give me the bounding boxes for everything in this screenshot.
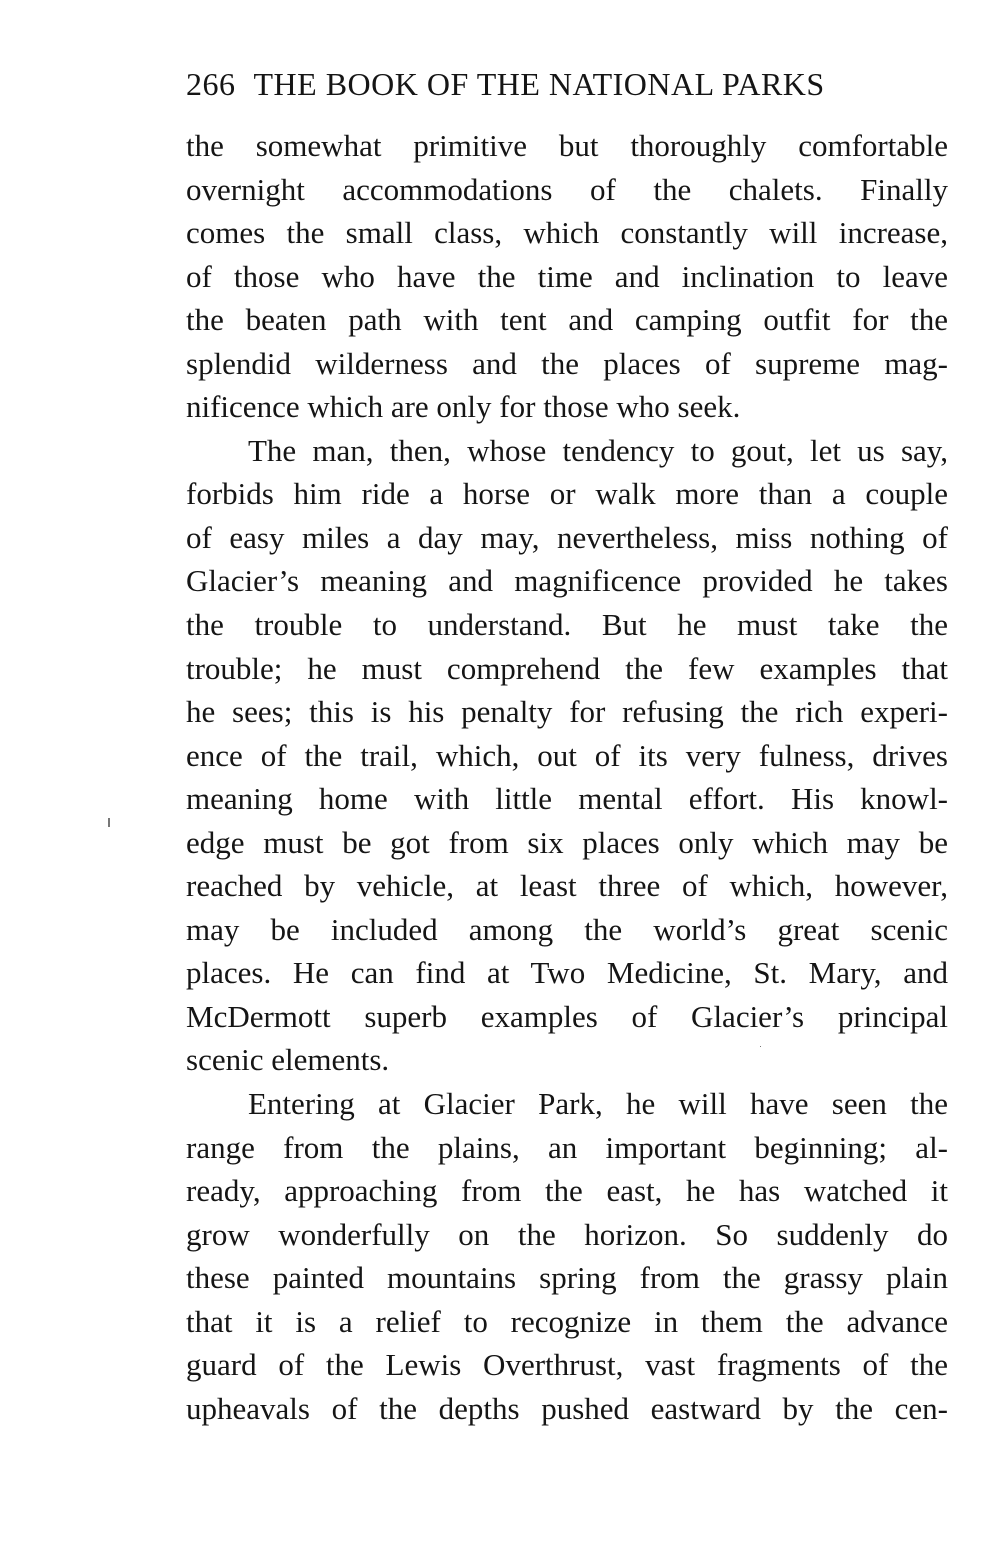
text-line: the somewhat primitive but thoroughly comfortable	[186, 128, 948, 163]
text-line: scenic elements.	[186, 1042, 390, 1078]
text-line: reached by vehicle, at least three of which, however,	[186, 868, 948, 904]
text-line: The man, then, whose tendency to gout, let us say,	[248, 432, 948, 468]
paragraph-3	[186, 1082, 948, 1430]
text-line: comes the small class, which constantly will increase,	[186, 215, 948, 251]
running-head-title: THE BOOK OF THE NATIONAL PARKS	[253, 66, 825, 102]
text-line: may be included among the world’s great scenic	[186, 911, 948, 947]
text-line: upheavals of the depths pushed eastward by the cen-	[186, 1390, 948, 1426]
text-line: he sees; this is his penalty for refusing the rich experi-	[186, 694, 948, 730]
paragraph-1	[186, 124, 948, 429]
text-line: McDermott superb examples of Glacier’s principal	[186, 998, 948, 1034]
running-head	[186, 66, 920, 110]
text-line: splendid wilderness and the places of supreme mag-	[186, 345, 948, 381]
text-line: trouble; he must comprehend the few examples that	[186, 650, 948, 686]
body-text	[186, 124, 948, 1430]
text-line: edge must be got from six places only which may be	[186, 824, 948, 860]
text-line: the trouble to understand. But he must take the	[186, 607, 948, 643]
text-line: overnight accommodations of the chalets. Finally	[186, 171, 948, 207]
text-line: ready, approaching from the east, he has watched it	[186, 1173, 948, 1209]
text-line: that it is a relief to recognize in them the advance	[186, 1303, 948, 1339]
text-line: ence of the trail, which, out of its very fulness, drives	[186, 737, 948, 773]
print-speck	[108, 818, 110, 827]
text-line: grow wonderfully on the horizon. So suddenly do	[186, 1216, 948, 1252]
paragraph-2	[186, 429, 948, 1082]
text-line: Glacier’s meaning and magnificence provided he takes	[186, 563, 948, 599]
text-line: of those who have the time and inclination to leave	[186, 258, 948, 294]
text-line: forbids him ride a horse or walk more than a couple	[186, 476, 948, 512]
print-speck	[760, 1046, 761, 1047]
text-line: range from the plains, an important beginning; al-	[186, 1129, 948, 1165]
text-line: the beaten path with tent and camping outfit for the	[186, 302, 948, 338]
text-line: meaning home with little mental effort. His knowl-	[186, 781, 948, 817]
text-line: guard of the Lewis Overthrust, vast fragments of the	[186, 1347, 948, 1383]
text-line: places. He can find at Two Medicine, St. Mary, and	[186, 955, 948, 991]
text-line: nificence which are only for those who seek.	[186, 389, 741, 425]
text-line: of easy miles a day may, nevertheless, miss nothing of	[186, 519, 948, 555]
text-line: Entering at Glacier Park, he will have seen the	[248, 1086, 948, 1122]
page-number: 266	[186, 66, 236, 102]
text-line: these painted mountains spring from the grassy plain	[186, 1260, 948, 1296]
